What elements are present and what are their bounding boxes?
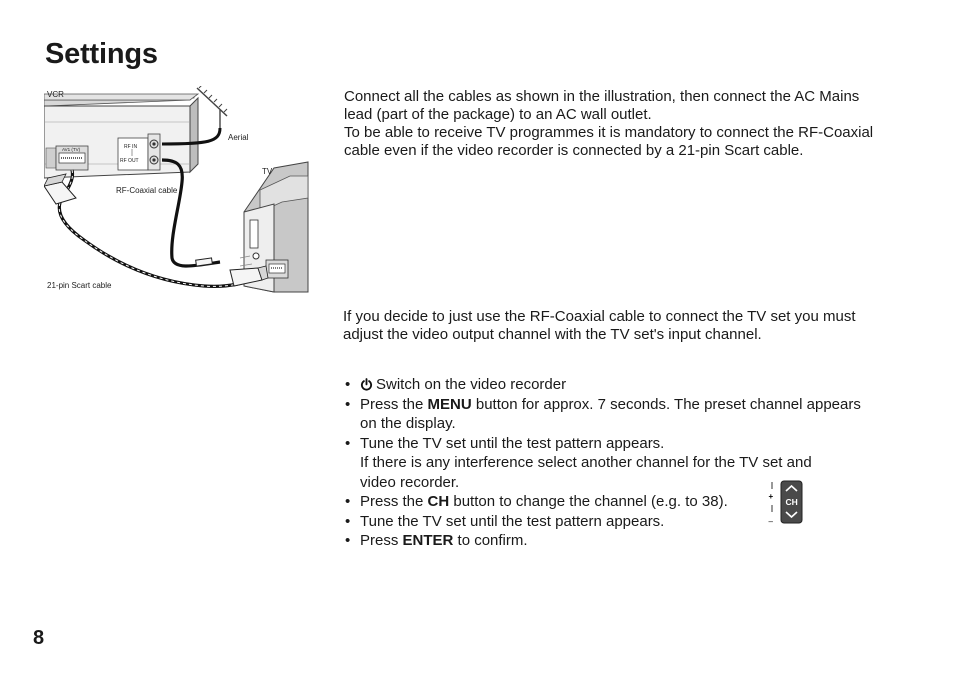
rf-note-line: If you decide to just use the RF-Coaxial cable to connect the TV set you must <box>343 308 856 325</box>
step-text: Switch on the video recorder <box>376 376 567 393</box>
step-text: If there is any interference select another channel for the TV set and <box>360 454 812 471</box>
step-item <box>344 375 914 395</box>
steps-list <box>344 375 914 551</box>
step-text: video recorder. <box>360 473 460 491</box>
ch-plus-sign: + <box>768 492 774 501</box>
menu-key-label: MENU <box>427 395 472 413</box>
page-number: 8 <box>33 627 45 649</box>
scart-cable-label: 21-pin Scart cable <box>47 281 112 290</box>
connection-illustration <box>44 86 314 298</box>
av1-port-label: AV1 (TV) <box>62 147 81 152</box>
step-item <box>344 492 914 512</box>
intro-line: lead (part of the package) to an AC wall outlet. <box>344 106 652 123</box>
rf-out-port-label: RF OUT <box>120 158 139 164</box>
tv-label: TV <box>262 167 273 176</box>
step-text: Tune the TV set until the test pattern appears. <box>360 512 665 530</box>
aerial-label: Aerial <box>228 133 249 142</box>
step-text: Press the <box>360 493 428 510</box>
step-text: Press the <box>360 395 428 413</box>
rf-note-line: adjust the video output channel with the TV set's input channel. <box>343 326 762 343</box>
step-item <box>344 395 914 434</box>
ch-key-label: CH <box>427 493 450 510</box>
step-text: button to change the channel (e.g. to 38). <box>449 493 728 510</box>
step-text: button for approx. 7 seconds. The preset channel appears <box>471 395 861 413</box>
vcr-device <box>44 94 198 178</box>
intro-paragraph <box>344 88 924 160</box>
power-icon <box>360 378 373 391</box>
step-item <box>344 434 914 493</box>
rf-coaxial-label: RF-Coaxial cable <box>116 186 178 195</box>
step-text: Press <box>360 532 403 549</box>
rf-coaxial-cable <box>162 160 220 266</box>
vcr-label: VCR <box>47 90 64 99</box>
page-title: Settings <box>45 38 158 70</box>
step-item <box>344 531 914 551</box>
ch-minus-sign: – <box>768 517 773 525</box>
intro-line: To be able to receive TV programmes it is mandatory to connect the RF-Coaxial <box>344 124 874 141</box>
rf-in-port-label: RF IN <box>124 144 138 150</box>
rf-note-paragraph <box>343 308 923 344</box>
intro-line: cable even if the video recorder is connected by a 21-pin Scart cable. <box>344 142 804 159</box>
ch-button-icon <box>764 479 806 525</box>
step-item <box>344 512 914 532</box>
intro-line: Connect all the cables as shown in the illustration, then connect the AC Mains <box>344 88 860 105</box>
ch-button-label: CH <box>785 497 798 507</box>
step-text: to confirm. <box>453 532 528 549</box>
step-text: • Tune the TV set until the test pattern appears. <box>360 434 665 452</box>
step-text: on the display. <box>360 415 456 432</box>
enter-key-label: ENTER <box>402 532 454 549</box>
aerial-antenna <box>197 86 227 128</box>
